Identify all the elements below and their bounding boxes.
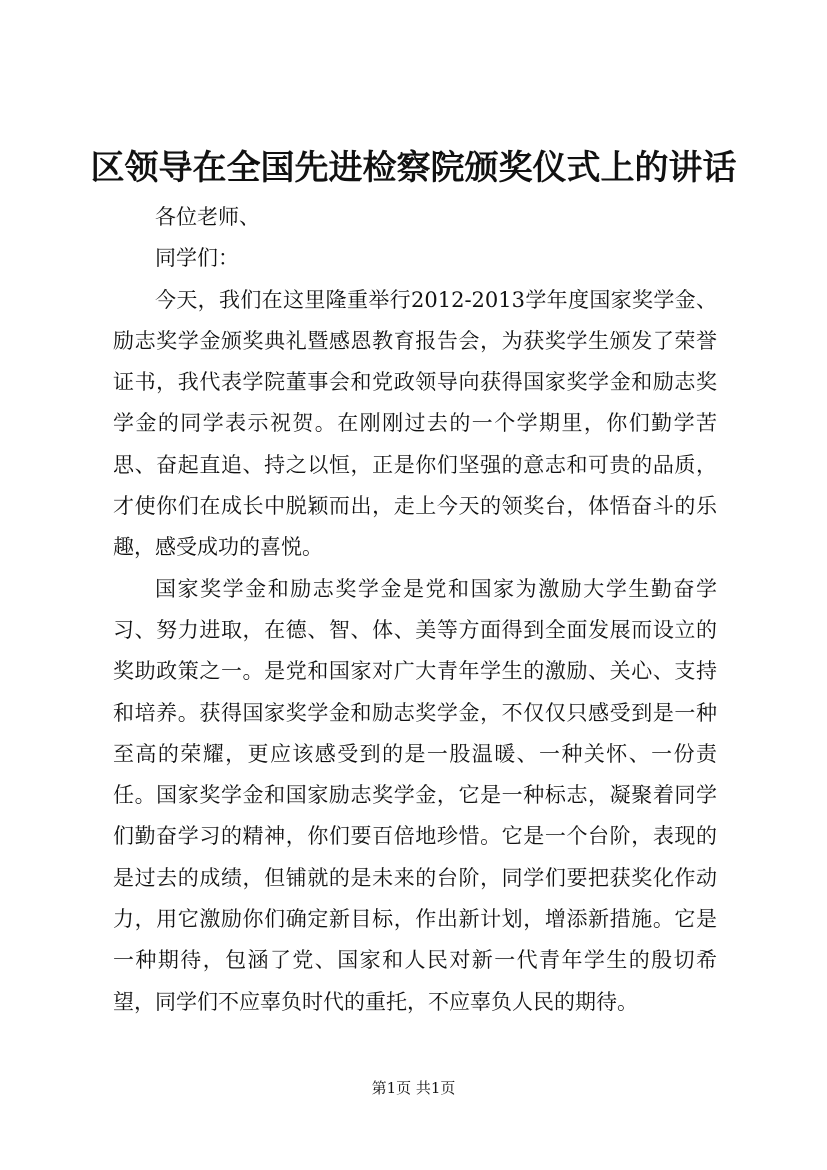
page-footer: 第1页 共1页: [371, 1079, 456, 1097]
body-paragraph: 今天，我们在这里隆重举行2012-2013学年度国家奖学金、励志奖学金颁奖典礼暨感恩教育报告会，为获奖学生颁发了荣誉证书，我代表学院董事会和党政领导向获得国家奖学金和励志奖学金的同学表示祝贺。在刚刚过去的一个学期里，你们勤学苦思、奋起直追、持之以恒，正是你们坚强的意志和可贵的品质，才使你们在成长中脱颖而出，走上今天的领奖台，体悟奋斗的乐趣，感受成功的喜悦。: [113, 287, 717, 560]
document-title: 区领导在全国先进检察院颁奖仪式上的讲话: [90, 148, 737, 188]
salutation-line: 各位老师、: [155, 205, 260, 229]
body-paragraph: 国家奖学金和励志奖学金是党和国家为激励大学生勤奋学习、努力进取，在德、智、体、美等方面得到全面发展而设立的奖助政策之一。是党和国家对广大青年学生的激励、关心、支持和培养。获得国家奖学金和励志奖学金，不仅仅只感受到是一种至高的荣耀，更应该感受到的是一股温暖、一种关怀、一份责任。国家奖学金和国家励志奖学金，它是一种标志，凝聚着同学们勤奋学习的精神，你们要百倍地珍惜。它是一个台阶，表现的是过去的成绩，但铺就的是未来的台阶，同学们要把获奖化作动力，用它激励你们确定新目标，作出新计划，增添新措施。它是一种期待，包涵了党、国家和人民对新一代青年学生的殷切希望，同学们不应辜负时代的重托，不应辜负人民的期待。: [113, 576, 717, 1014]
document-body: [113, 197, 717, 1023]
salutation-line: 同学们：: [155, 246, 239, 271]
